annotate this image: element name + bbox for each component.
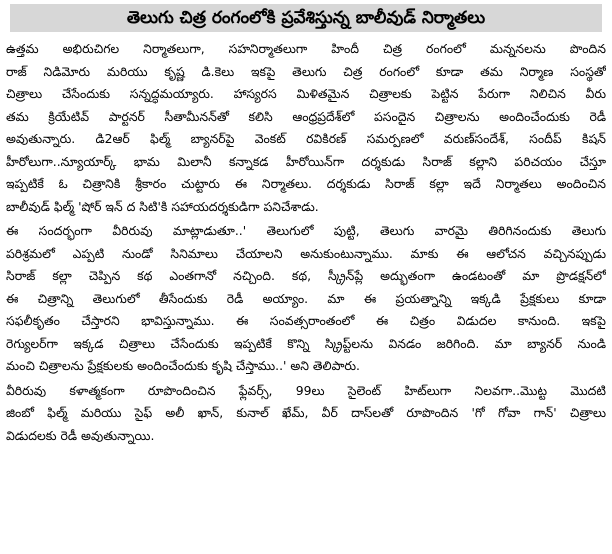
paragraph-2 [6, 220, 606, 378]
text-line: తమ క్రియేటివ్ పార్టనర్ సీతామీనన్‌తో కలిసి ఆంధ్రప్రదేశ్‌లో పసందైన చిత్రాలను అందించేందుకు రెడీ [6, 108, 606, 124]
text-line: విడుదలకు రెడీ అవుతున్నాయి. [6, 427, 155, 443]
text-line: పరిశ్రమలో ఎప్పటి నుండో సినిమాలు చేయాలని అనుకుంటున్నాము. మాకు ఈ ఆలోచన వచ్చినప్పుడు [6, 245, 606, 261]
article-body [4, 38, 608, 447]
text-line: రెగ్యులర్‌గా ఇక్కడ చిత్రాలు చేసేందుకు ఇప్పటికే కొన్ని స్క్రిప్ట్‌లను వినడం జరిగింది. మా బ్యానర్ నుండి [6, 335, 606, 351]
paragraph-1 [6, 38, 606, 218]
text-line: బాలీవుడ్ ఫిల్మ్ 'షోర్ ఇన్ ద సిటి'కి సహాయదర్శకుడిగా పనిచేశాడు. [6, 198, 319, 214]
text-line: ఈ సందర్భంగా వీరిరువు మాట్లాడుతూ..' తెలుగులో పుట్టి, తెలుగు వారమై తిరిగినందుకు తెలుగు [6, 223, 606, 238]
text-line: అవుతున్నారు. డి2ఆర్ ఫిల్మ్ బ్యానర్‌పై వెంకట్ రవికిరణ్ సమర్పణలో వరుణ్‌సందేశ్, సందీప్ కిషన్ [6, 131, 606, 146]
headline-bar [10, 4, 602, 32]
text-line: ఈ చిత్రాన్ని తెలుగులో తీసేందుకు రెడీ అయ్యాం. మా ఈ ప్రయత్నాన్ని ఇక్కడి ప్రేక్షకులు కూడా [6, 290, 606, 306]
text-line: సిరాజ్ కల్లా చెప్పిన కథ ఎంతగానో నచ్చింది. కథ, స్క్రీన్‌ప్లే అద్భుతంగా ఉండటంతో మా ప్రొడక్షన్‌లో [6, 268, 606, 283]
text-line: వీరిరువు కళాత్మకంగా రూపొందించిన ఫ్లేవర్స్, 99లు సైలెంట్ హిట్‌లుగా నిలవగా..మొట్ట మొదటి [6, 382, 606, 398]
text-line: జింబో ఫిల్మ్ మరియు సైఫ్ అలీ ఖాన్, కునాల్ ఖేమ్, వీర్ దాస్‌లతో రూపొందిన 'గో గోవా గాన్' చిత్రాలు [6, 405, 606, 420]
text-line: రాజ్ నిడిమోరు మరియు కృష్ణ డి.కెలు ఇకపై తెలుగు చిత్ర రంగంలో కూడా తమ నిర్మాణ సంస్థతో [6, 63, 606, 79]
text-line: మంచి చిత్రాలను ప్రేక్షకులకు అందించేందుకు కృషి చేస్తాము..' అని తెలిపారు. [6, 358, 360, 373]
text-line: ఇప్పటికే ఓ చిత్రానికి శ్రీకారం చుట్టారు ఈ నిర్మాతలు. దర్శకుడు సిరాజ్ కల్లా ఇదే నిర్మాతలు అందించిన [6, 176, 606, 191]
text-line: చిత్రాలు చేసేందుకు సన్నద్ధమయ్యారు. హాస్యరస మిళితమైన చిత్రాలకు పెట్టిన పేరుగా నిలిచిన వీరు [6, 86, 606, 101]
text-line: సఫలీకృతం చేస్తారని భావిస్తున్నాము. ఈ సంవత్సరాంతంలో ఈ చిత్రం విడుదల కానుంది. ఇకపై [6, 313, 606, 328]
text-line: హీరోలుగా..న్యూయార్క్ భామ మిలానీ కన్నాకడ హీరోయిన్‌గా దర్శకుడు సిరాజ్ కల్లాని పరిచయం చేస్తూ [6, 153, 606, 169]
headline: తెలుగు చిత్ర రంగంలోకి ప్రవేశిస్తున్న బాలీవుడ్ నిర్మాతలు [126, 8, 486, 28]
text-line: ఉత్తమ అభిరుచిగల నిర్మాతలుగా, సహనిర్మాతలుగా హిందీ చిత్ర రంగంలో మన్ననలను పొందిన [6, 41, 606, 56]
paragraph-3 [6, 380, 606, 448]
news-article [0, 4, 612, 554]
